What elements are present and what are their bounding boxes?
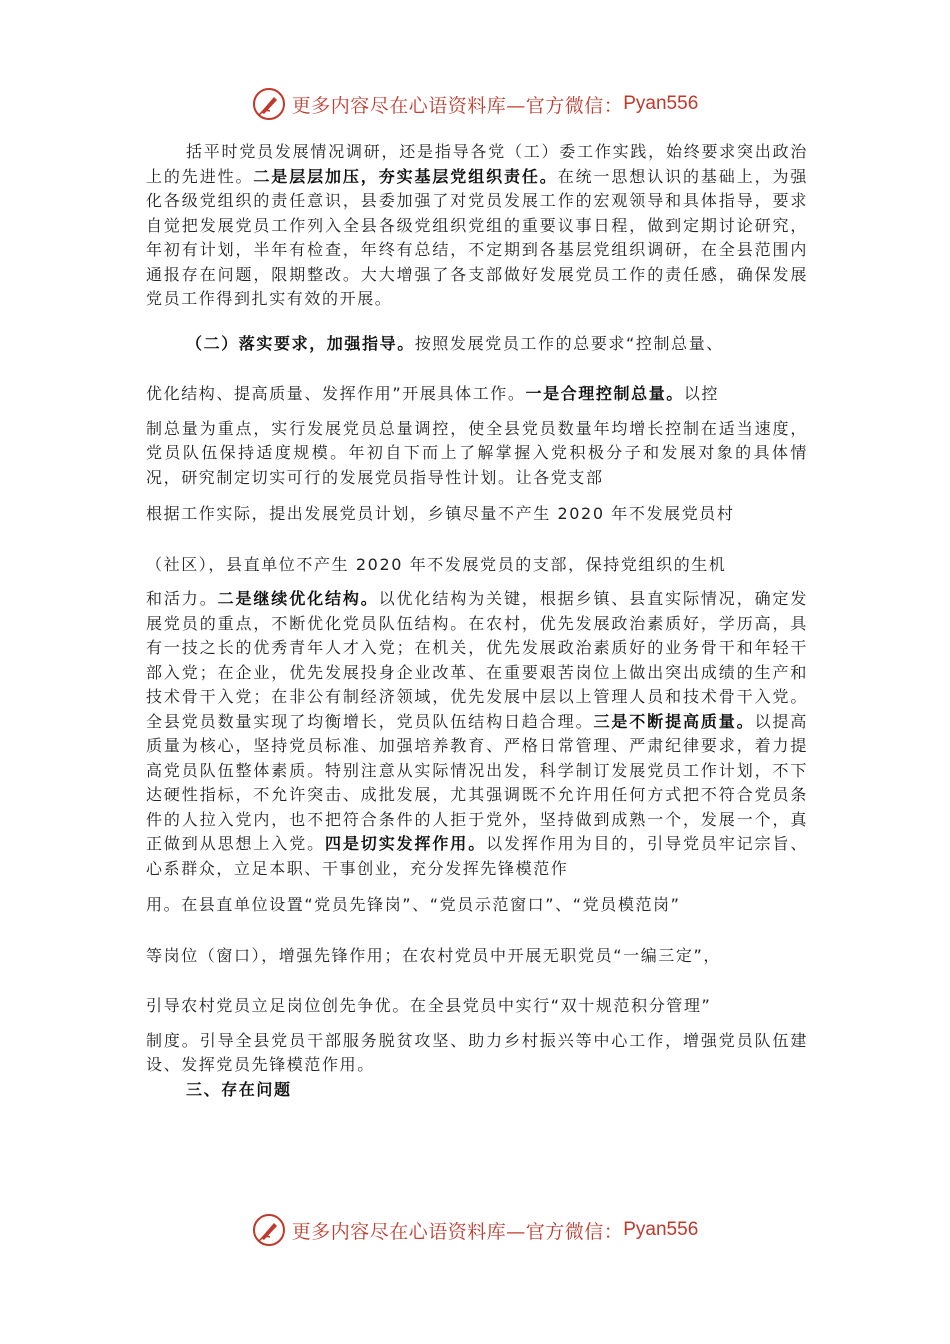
paragraph-line: 引导农村党员立足岗位创先争优。在全县党员中实行“双十规范积分管理” [146,996,712,1015]
section-heading: 三、存在问题 [186,1079,292,1099]
header-watermark [0,84,950,124]
paragraph: 括平时党员发展情况调研，还是指导各党（工）委工作实践，始终要求突出政治上的先进性。二是层层加压，夯实基层党组织责任。在统一思想认识的基础上，为强化各级党组织的责任意识，县委加强了对党员发展工作的宏观领导和具体指导，要求自觉把发展党员工作列入全县各级党组织党组的重要议事日程，做到定期讨论研究，年初有计划，半年有检查，年终有总结，不定期到各基层党组织调研，在全县范围内通报存在问题，限期整改。大大增强了各支部做好发展党员工作的责任感，确保发展党员工作得到扎实有效的开展。 [146,142,808,308]
bold-lead: 四是切实发挥作用。 [325,834,487,853]
pen-seal-logo-icon [252,87,286,121]
bold-lead: 一是合理控制总量。 [525,384,684,403]
paragraph-line: （社区），县直单位不产生 2020 年不发展党员的支部，保持党组织的生机 [146,554,727,574]
bold-lead: 二是层层加压，夯实基层党组织责任。 [253,166,558,186]
paragraph: 和活力。二是继续优化结构。以优化结构为关键，根据乡镇、县直实际情况，确定发展党员的重点，不断优化党员队伍结构。在农村，优先发展政治素质好，学历高，具有一技之长的优秀青年人才入党；在机关，优先发展政治素质好的业务骨干和年轻干部入党；在企业，优先发展投身企业改革、在重要艰苦岗位上做出突出成绩的生产和技术骨干入党；在非公有制经济领域，优先发展中层以上管理人员和技术骨干入党。全县党员数量实现了均衡增长，党员队伍结构日趋合理。三是不断提高质量。以提高质量为核心，坚持党员标准、加强培养教育、严格日常管理、严肃纪律要求，着力提高党员队伍整体素质。特别注意从实际情况出发，科学制订发展党员工作计划，不下达硬性指标，不允许突击、成批发展，尤其强调既不允许用任何方式把不符合党员条件的人拉入党内，也不把符合条件的人拒于党外，坚持做到成熟一个，发展一个，真正做到从思想上入党。四是切实发挥作用。以发挥作用为目的，引导党员牢记宗旨、心系群众，立足本职、干事创业，充分发挥先锋模范作 [146,589,809,878]
paragraph-line: 用。在县直单位设置“党员先锋岗”、“党员示范窗口”、“党员模范岗” [146,895,681,914]
document-body [146,140,808,1102]
paragraph: 制度。引导全县党员干部服务脱贫攻坚、助力乡村振兴等中心工作，增强党员队伍建设、发挥党员先锋模范作用。 [146,1030,808,1074]
footer-watermark [0,1210,950,1250]
bold-lead: 三是不断提高质量。 [593,711,755,731]
pen-seal-logo-icon [252,1213,286,1247]
paragraph-line: 优化结构、提高质量、发挥作用”开展具体工作。一是合理控制总量。以控 [146,384,720,403]
watermark-text: 更多内容尽在心语资料库—官方微信： [291,1220,624,1243]
bold-lead: 二是继续优化结构。 [217,589,379,608]
paragraph: 制总量为重点，实行发展党员总量调控，使全县党员数量年均增长控制在适当速度，党员队伍保持适度规模。年初自下而上了解掌握入党积极分子和发展对象的具体情况，研究制定切实可行的发展党员指导性计划。让各党支部 [146,418,808,487]
paragraph-line: 等岗位（窗口），增强先锋作用；在农村党员中开展无职党员“一编三定”， [146,945,721,965]
paragraph-line: 根据工作实际，提出发展党员计划，乡镇尽量不产生 2020 年不发展党员村 [146,504,735,523]
watermark-text: 更多内容尽在心语资料库—官方微信： [291,94,624,117]
watermark-wechat-id: Pyan556 [623,93,699,114]
paragraph-heading: （二）落实要求，加强指导。按照发展党员工作的总要求“控制总量、 [186,333,724,353]
watermark-wechat-id: Pyan556 [623,1219,699,1240]
section-subtitle: （二）落实要求，加强指导。 [186,333,415,353]
